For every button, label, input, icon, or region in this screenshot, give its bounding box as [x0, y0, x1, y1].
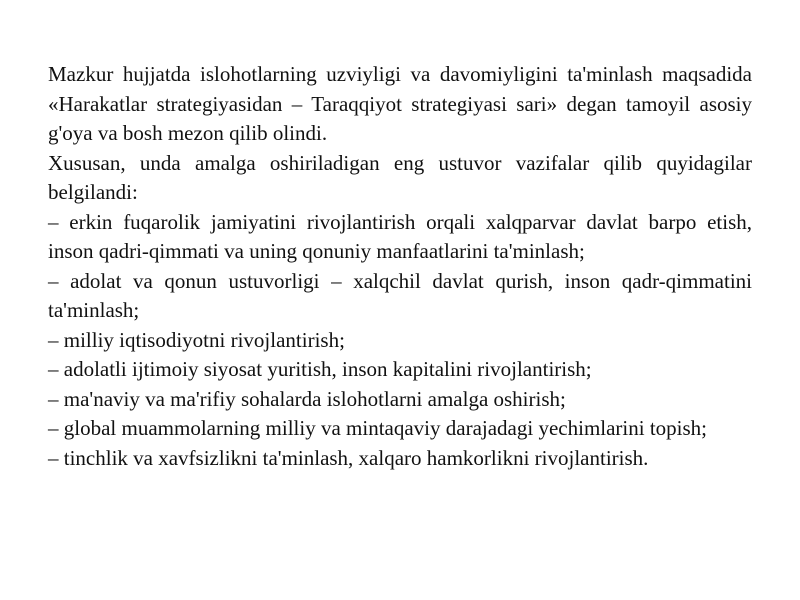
list-item: – ma'naviy va ma'rifiy sohalarda islohotlarni amalga oshirish; — [48, 386, 566, 411]
priorities-list — [48, 208, 752, 474]
list-item: – tinchlik va xavfsizlikni ta'minlash, xalqaro hamkorlikni rivojlantirish. — [48, 445, 649, 470]
intro-paragraph: Mazkur hujjatda islohotlarning uzviyligi va davomiyligini ta'minlash maqsadida «Harakatlar strategiyasidan – Taraqqiyot strategiyasi sari» degan tamoyil asosiy g'oya va bosh mezon qilib olindi. — [48, 62, 752, 145]
priorities-intro-paragraph: Xususan, unda amalga oshiriladigan eng ustuvor vazifalar qilib quyidagilar belgilandi: — [48, 150, 752, 204]
document-body — [48, 60, 752, 473]
list-item: – milliy iqtisodiyotni rivojlantirish; — [48, 327, 345, 352]
list-item: – global muammolarning milliy va mintaqaviy darajadagi yechimlarini topish; — [48, 416, 708, 440]
list-item: – adolat va qonun ustuvorligi – xalqchil davlat qurish, inson qadr-qimmatini ta'minlash; — [48, 268, 752, 322]
list-item: – erkin fuqarolik jamiyatini rivojlantirish orqali xalqparvar davlat barpo etish, inson qadri-qimmati va uning qonuniy manfaatlarini ta'minlash; — [48, 209, 752, 263]
list-item: – adolatli ijtimoiy siyosat yuritish, inson kapitalini rivojlantirish; — [48, 357, 592, 381]
